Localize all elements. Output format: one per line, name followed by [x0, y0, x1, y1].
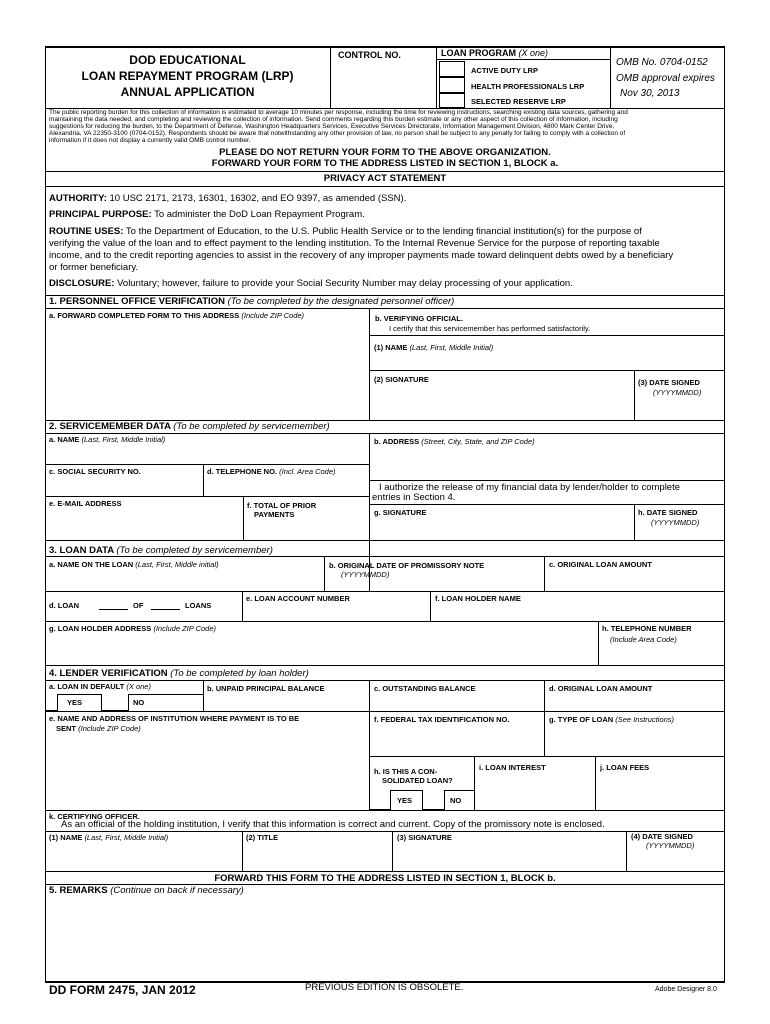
- s2-authorization-line1: I authorize the release of my financial data by lender/holder to complete: [379, 482, 681, 493]
- section5-title: 5. REMARKS (Continue on back if necessary): [49, 885, 244, 896]
- s1-a-label: a. FORWARD COMPLETED FORM TO THIS ADDRESS (Include ZIP Code): [49, 311, 305, 320]
- authority-statement: AUTHORITY: 10 USC 2171, 2173, 16301, 16302, and EO 9397, as amended (SSN).: [49, 193, 407, 204]
- s4-tax-id-label: f. FEDERAL TAX IDENTIFICATION NO.: [374, 715, 510, 724]
- section3-title: 3. LOAN DATA (To be completed by servicemember): [49, 545, 273, 556]
- s4-outstanding-balance-label: c. OUTSTANDING BALANCE: [374, 684, 476, 693]
- notice-forward: FORWARD YOUR FORM TO THE ADDRESS LISTED IN SECTION 1, BLOCK a.: [211, 158, 559, 169]
- omb-number: OMB No. 0704-0152: [616, 57, 708, 68]
- burden-line-4: Alexandria, VA 22350-3100 (0704-0152). Respondents should be aware that notwithstanding any other provision of law, no person shall be subject to any penalty for failing to comply with a collection of: [49, 130, 626, 137]
- s4-k-date-hint: (YYYYMMDD): [646, 841, 695, 850]
- principal-purpose: PRINCIPAL PURPOSE: To administer the DoD Loan Repayment Program.: [49, 209, 365, 220]
- s4-outstanding-balance-field[interactable]: [370, 694, 543, 710]
- s5-remarks-field[interactable]: [46, 897, 724, 980]
- s4-k-date-field[interactable]: [627, 851, 724, 870]
- s1-name-field[interactable]: [370, 353, 724, 369]
- s4-consolidated-label1: h. IS THIS A CON-: [374, 767, 438, 776]
- form-identifier: DD FORM 2475, JAN 2012: [49, 983, 196, 997]
- s2-ssn-field[interactable]: [46, 477, 202, 495]
- s4-original-amount-field[interactable]: [545, 694, 724, 710]
- s1-b-certify: I certify that this servicemember has performed satisfactorily.: [389, 324, 591, 333]
- s4-fees-label: j. LOAN FEES: [600, 763, 650, 772]
- s1-name-label: (1) NAME (Last, First, Middle Initial): [374, 343, 494, 352]
- s2-phone-label: d. TELEPHONE NO. (Incl. Area Code): [207, 467, 336, 476]
- routine-uses-line4: or former beneficiary.: [49, 262, 139, 273]
- s4-k-title-label: (2) TITLE: [246, 833, 279, 842]
- s4-original-amount-label: d. ORIGINAL LOAN AMOUNT: [549, 684, 653, 693]
- s4-k-name-label: (1) NAME (Last, First, Middle Initial): [49, 833, 169, 842]
- s4-loan-type-label: g. TYPE OF LOAN (See Instructions): [549, 715, 675, 724]
- s4-k-title-field[interactable]: [243, 843, 391, 870]
- s4-default-yes-checkbox[interactable]: [46, 694, 58, 711]
- omb-date: Nov 30, 2013: [620, 88, 680, 99]
- s2-date-label: h. DATE SIGNED: [638, 508, 698, 517]
- s2-signature-field[interactable]: [370, 518, 633, 539]
- s1-a-address-field[interactable]: [46, 321, 368, 419]
- disclosure-statement: DISCLOSURE: Voluntary; however, failure to provide your Social Security Number may delay processing of your application.: [49, 278, 573, 289]
- s3-holder-address-field[interactable]: [46, 634, 597, 664]
- s3-holder-name-label: f. LOAN HOLDER NAME: [435, 594, 521, 603]
- s3-loan-of: OF: [133, 601, 144, 610]
- privacy-title: PRIVACY ACT STATEMENT: [323, 173, 447, 184]
- routine-uses-line2: verifying the value of the loan and to effect payment to the lending institution. To the Internal Revenue Service for the purpose of reporting taxable: [49, 238, 660, 249]
- s2-signature-label: g. SIGNATURE: [374, 508, 427, 517]
- s3-name-field[interactable]: [46, 570, 323, 590]
- s4-k-date-label: (4) DATE SIGNED: [631, 832, 693, 841]
- s3-loan-label: d. LOAN: [49, 601, 79, 610]
- s3-loan-number-field[interactable]: [99, 609, 128, 610]
- s1-b-label: b. VERIFYING OFFICIAL.: [375, 314, 463, 323]
- s4-fees-field[interactable]: [596, 773, 724, 809]
- s2-prior-payments-label2: PAYMENTS: [254, 510, 295, 519]
- notice-do-not-return: PLEASE DO NOT RETURN YOUR FORM TO THE ABOVE ORGANIZATION.: [219, 147, 551, 158]
- s4-certifying-statement: As an official of the holding institution, I verify that this information is correct and current. Copy of the promissory note is enclosed.: [61, 819, 605, 830]
- checkbox-active-duty[interactable]: [439, 61, 465, 77]
- checkbox-health-professionals[interactable]: [439, 77, 465, 93]
- s3-phone-field[interactable]: [599, 646, 724, 664]
- form-title-line1: DOD EDUCATIONAL: [129, 53, 246, 67]
- s2-authorization-line2: entries in Section 4.: [372, 492, 456, 503]
- s3-promissory-date-label: b. ORIGINAL DATE OF PROMISSORY NOTE: [329, 561, 485, 570]
- burden-line-5: information if it does not display a currently valid OMB control number.: [49, 137, 251, 144]
- s3-promissory-date-field[interactable]: [325, 580, 543, 590]
- s3-original-amount-label: c. ORIGINAL LOAN AMOUNT: [549, 560, 652, 569]
- s2-phone-field[interactable]: [204, 477, 368, 495]
- s4-institution-field[interactable]: [46, 735, 368, 809]
- burden-line-2: maintaining the data needed, and completing and reviewing the collection of information. Send comments regarding this burden estimate or any other aspect of this collection of information, including: [49, 116, 618, 123]
- s2-prior-payments-field[interactable]: [244, 520, 368, 539]
- s3-phone-label: h. TELEPHONE NUMBER: [602, 624, 692, 633]
- program-selected-reserve: SELECTED RESERVE LRP: [471, 97, 566, 106]
- section1-title: 1. PERSONNEL OFFICE VERIFICATION (To be completed by the designated personnel officer): [49, 296, 455, 307]
- dd-form-2475: [45, 46, 725, 997]
- s4-k-signature-field[interactable]: [393, 843, 625, 870]
- s2-address-label: b. ADDRESS (Street, City, State, and ZIP Code): [374, 437, 535, 446]
- form-border-top: [45, 46, 725, 48]
- burden-line-1: The public reporting burden for this collection of information is estimated to average 10 minutes per response, including the time for reviewing instructions, searching existing data sources, gathering and: [49, 109, 628, 116]
- s3-holder-address-label: g. LOAN HOLDER ADDRESS (Include ZIP Code): [49, 624, 216, 633]
- s4-institution-label2: SENT (Include ZIP Code): [56, 724, 141, 733]
- s2-email-label: e. E-MAIL ADDRESS: [49, 499, 122, 508]
- s4-certifying-officer-label: k. CERTIFYING OFFICER.: [49, 812, 140, 821]
- s2-address-field[interactable]: [370, 447, 724, 479]
- s3-account-number-field[interactable]: [243, 604, 429, 620]
- checkbox-selected-reserve[interactable]: [439, 93, 465, 108]
- s1-date-hint: (YYYYMMDD): [653, 388, 702, 397]
- s2-email-field[interactable]: [46, 509, 242, 539]
- s4-institution-label1: e. NAME AND ADDRESS OF INSTITUTION WHERE PAYMENT IS TO BE: [49, 714, 300, 723]
- s4-consolidated-yes-label: YES: [397, 796, 413, 805]
- previous-edition-notice: PREVIOUS EDITION IS OBSOLETE.: [305, 982, 464, 993]
- s4-loan-type-field[interactable]: [545, 726, 724, 755]
- s4-interest-field[interactable]: [475, 773, 594, 809]
- s4-k-name-field[interactable]: [46, 843, 241, 870]
- program-active-duty: ACTIVE DUTY LRP: [471, 66, 538, 75]
- s4-default-label: a. LOAN IN DEFAULT (X one): [49, 682, 151, 691]
- s3-original-amount-field[interactable]: [545, 570, 724, 590]
- s4-tax-id-field[interactable]: [370, 726, 543, 755]
- s3-holder-name-field[interactable]: [431, 604, 724, 620]
- s3-promissory-date-hint: (YYYYMMDD): [341, 570, 390, 579]
- s4-unpaid-principal-field[interactable]: [204, 694, 368, 710]
- s4-default-no-checkbox[interactable]: [101, 694, 129, 711]
- routine-uses-line1: ROUTINE USES: To the Department of Education, to the U.S. Public Health Service or to the lending financial institution(s) for the purpose of: [49, 226, 642, 237]
- designer-note: Adobe Designer 8.0: [655, 986, 717, 993]
- s4-default-no-label: NO: [133, 698, 145, 707]
- s2-date-hint: (YYYYMMDD): [651, 518, 700, 527]
- s3-phone-hint: (Include Area Code): [610, 635, 677, 644]
- s1-signature-field[interactable]: [370, 386, 633, 419]
- s4-consolidated-no-checkbox[interactable]: [422, 790, 445, 810]
- s4-interest-label: i. LOAN INTEREST: [479, 763, 546, 772]
- s3-loan-total-field[interactable]: [151, 609, 180, 610]
- form-title-line2: LOAN REPAYMENT PROGRAM (LRP): [81, 69, 294, 83]
- s3-loans-label: LOANS: [185, 601, 212, 610]
- s2-date-field[interactable]: [635, 528, 724, 539]
- s2-name-label: a. NAME (Last, First, Middle Initial): [49, 435, 166, 444]
- form-title-line3: ANNUAL APPLICATION: [120, 85, 255, 99]
- s4-consolidated-yes-checkbox[interactable]: [369, 790, 391, 810]
- s4-consolidated-no-label: NO: [450, 796, 462, 805]
- routine-uses-line3: income, and to the credit reporting agencies to assist in the recovery of any improper payments made toward delinquent debts owed by a beneficiary: [49, 250, 674, 261]
- s4-forward-notice: FORWARD THIS FORM TO THE ADDRESS LISTED IN SECTION 1, BLOCK b.: [214, 873, 556, 884]
- s4-default-yes-label: YES: [67, 698, 83, 707]
- control-no-field[interactable]: [332, 60, 436, 106]
- s3-name-label: a. NAME ON THE LOAN (Last, First, Middle initial): [49, 560, 219, 569]
- s2-name-field[interactable]: [46, 445, 368, 463]
- section4-title: 4. LENDER VERIFICATION (To be completed by loan holder): [49, 668, 309, 679]
- burden-line-3: suggestions for reducing the burden, to the Department of Defense, Washington Headquarters Services, Executive Services Directorate, Information Management Division, 4800 Mark Center Drive,: [49, 123, 615, 130]
- s1-signature-label: (2) SIGNATURE: [374, 375, 429, 384]
- s2-ssn-label: c. SOCIAL SECURITY NO.: [49, 467, 141, 476]
- s4-k-signature-label: (3) SIGNATURE: [397, 833, 452, 842]
- s1-date-label: (3) DATE SIGNED: [638, 378, 700, 387]
- control-no-label: CONTROL NO.: [338, 50, 401, 60]
- loan-program-label: LOAN PROGRAM (X one): [441, 48, 549, 58]
- s3-account-number-label: e. LOAN ACCOUNT NUMBER: [246, 594, 350, 603]
- s1-date-field[interactable]: [635, 398, 724, 419]
- omb-expires: OMB approval expires: [616, 73, 715, 84]
- s4-unpaid-principal-label: b. UNPAID PRINCIPAL BALANCE: [207, 684, 325, 693]
- program-health-professionals: HEALTH PROFESSIONALS LRP: [471, 82, 585, 91]
- s2-prior-payments-label1: f. TOTAL OF PRIOR: [247, 501, 317, 510]
- section2-title: 2. SERVICEMEMBER DATA (To be completed by servicemember): [49, 421, 330, 432]
- s4-consolidated-label2: SOLIDATED LOAN?: [382, 776, 453, 785]
